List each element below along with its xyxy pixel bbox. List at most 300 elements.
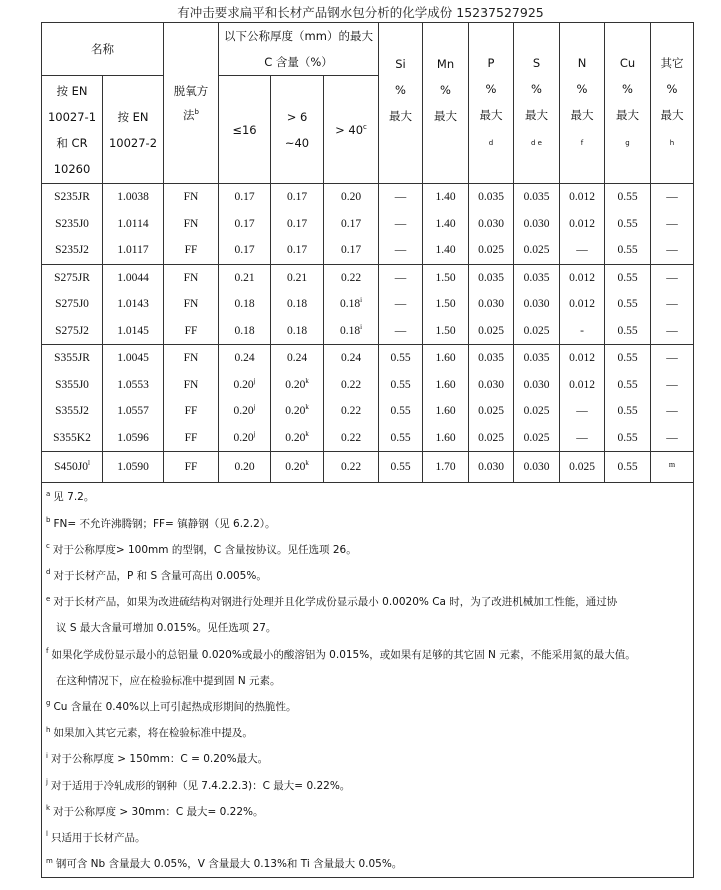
cell-value: 1.50 — [435, 324, 456, 337]
cell-si — [379, 318, 423, 345]
cell-value: — — [666, 405, 678, 417]
cell-s — [514, 452, 560, 483]
header-c-6-40-line1: > 6 — [286, 109, 308, 124]
header-cu-max: 最大 — [616, 108, 639, 122]
header-p-note: d — [488, 139, 494, 147]
cell-cu — [605, 211, 651, 238]
cell-c-gt40 — [324, 291, 379, 318]
cell-deoxidation — [164, 184, 219, 211]
cell-value: FF — [184, 324, 198, 337]
cell-value: 0.20 — [285, 378, 306, 391]
cell-value: 0.20 — [233, 378, 254, 391]
cell-value: — — [394, 324, 407, 337]
cell-deoxidation — [164, 425, 219, 452]
cell-footnote-marker: i — [360, 296, 363, 305]
header-carbon-line2: C 含量（%） — [264, 55, 333, 69]
cell-c-gt40 — [324, 372, 379, 399]
cell-s — [514, 264, 560, 291]
cell-value: 0.17 — [234, 217, 255, 230]
cell-n — [560, 184, 605, 211]
cell-p — [469, 264, 514, 291]
header-other-note: h — [669, 139, 675, 147]
cell-c-6-40 — [271, 318, 324, 345]
footnote-line — [46, 642, 693, 668]
header-n-max: 最大 — [570, 108, 594, 122]
cell-value: S450J0 — [54, 460, 88, 473]
header-cu-unit: % — [622, 82, 633, 96]
footnote-text: 对于公称厚度 > 150mm：C = 0.20%最大。 — [50, 753, 269, 766]
cell-value: 0.17 — [286, 217, 308, 230]
cell-mn — [423, 237, 469, 264]
cell-value: 1.40 — [435, 191, 456, 203]
cell-value: 0.18 — [286, 324, 308, 337]
cell-value: 0.55 — [617, 352, 638, 364]
footnote-mark: i — [46, 751, 48, 760]
cell-deoxidation — [164, 452, 219, 483]
cell-cu — [605, 372, 651, 399]
footnote-line — [46, 694, 693, 720]
footnote-text: FN= 不允许沸腾钢；FF= 镇静钢（见 6.2.2）。 — [53, 517, 276, 530]
cell-other — [651, 211, 694, 238]
cell-deoxidation — [164, 211, 219, 238]
footnote-mark: l — [46, 830, 48, 839]
cell-value: 1.0045 — [117, 352, 149, 364]
header-en1-line3: 和 CR — [56, 135, 88, 150]
cell-cu — [605, 318, 651, 345]
cell-other — [651, 372, 694, 399]
cell-c-6-40 — [271, 211, 324, 238]
header-c-6-40-line2: ~40 — [284, 135, 310, 150]
footnote-text: 在这种情况下，应在检验标准中提到固 N 元素。 — [56, 674, 281, 687]
cell-c-le16 — [219, 237, 271, 264]
cell-footnote-marker: j — [253, 429, 256, 438]
footnote-text: 如果化学成份显示最小的总铝量 0.020%或最小的酸溶铝为 0.015%，或如果有足够的其它固 N 元素，不能采用氮的最大值。 — [51, 648, 636, 661]
table-row — [42, 452, 694, 483]
header-n-symbol: N — [577, 56, 587, 70]
cell-value: 0.012 — [569, 352, 595, 364]
cell-si — [379, 264, 423, 291]
cell-value: 0.20 — [233, 405, 254, 417]
cell-grade-name-en10027-1 — [42, 345, 103, 372]
footnote-line — [46, 668, 693, 694]
cell-cu — [605, 264, 651, 291]
cell-value: 0.55 — [617, 431, 638, 444]
cell-mn — [423, 264, 469, 291]
header-p-unit: % — [485, 82, 497, 96]
cell-grade-number-en10027-2 — [103, 452, 164, 483]
cell-value: 0.18 — [286, 298, 308, 310]
header-c-gt40 — [324, 76, 379, 184]
footnote-line — [46, 720, 693, 746]
cell-value: 1.50 — [435, 298, 456, 310]
cell-value: S355JR — [54, 352, 90, 364]
header-s-max: 最大 — [525, 108, 548, 122]
footnote-line — [46, 511, 693, 537]
cell-value: 0.24 — [286, 352, 308, 364]
cell-value: 0.18 — [339, 298, 361, 310]
cell-mn — [423, 398, 469, 425]
cell-value: 0.22 — [340, 405, 362, 417]
cell-mn — [423, 318, 469, 345]
cell-value: — — [666, 271, 678, 284]
cell-p — [469, 452, 514, 483]
chemical-composition-table — [41, 22, 694, 878]
cell-other — [651, 184, 694, 211]
cell-value: 1.0143 — [117, 298, 149, 310]
footnote-text: 对于公称厚度 > 30mm：C 最大= 0.22%。 — [53, 805, 264, 818]
cell-value: 1.0117 — [117, 244, 149, 256]
header-deoxidation — [164, 23, 219, 184]
cell-footnote-marker: j — [253, 403, 256, 412]
cell-other — [651, 452, 694, 483]
footnote-mark: e — [46, 594, 51, 603]
cell-value: 0.55 — [390, 405, 411, 417]
cell-value: 0.55 — [617, 405, 638, 417]
cell-c-6-40 — [271, 345, 324, 372]
cell-c-6-40 — [271, 398, 324, 425]
cell-value: 1.40 — [435, 217, 456, 230]
cell-value: — — [666, 191, 678, 203]
cell-c-6-40 — [271, 184, 324, 211]
cell-n — [560, 291, 605, 318]
cell-value: 0.030 — [478, 378, 504, 391]
cell-value: 0.55 — [617, 460, 638, 473]
cell-grade-number-en10027-2 — [103, 345, 164, 372]
cell-other — [651, 291, 694, 318]
table-row — [42, 372, 694, 399]
cell-value: 0.18 — [234, 324, 255, 337]
header-carbon-group — [219, 23, 379, 76]
cell-value: 0.012 — [569, 191, 595, 203]
header-n-unit: % — [576, 82, 588, 96]
cell-s — [514, 291, 560, 318]
cell-value: m — [668, 460, 676, 469]
cell-deoxidation — [164, 318, 219, 345]
cell-value: — — [576, 244, 588, 256]
footnote-text: 对于公称厚度> 100mm 的型钢，C 含量按协议。见任选项 26。 — [52, 543, 357, 556]
cell-si — [379, 398, 423, 425]
header-p — [469, 23, 514, 184]
cell-p — [469, 184, 514, 211]
cell-value: 0.55 — [617, 271, 638, 284]
header-en1-line2: 10027-1 — [47, 109, 97, 124]
header-deox-line2: 法 — [183, 108, 195, 122]
cell-cu — [605, 345, 651, 372]
header-deox-sup: b — [194, 108, 199, 117]
cell-value: FN — [183, 298, 199, 310]
cell-c-gt40 — [324, 452, 379, 483]
cell-value: 0.22 — [340, 271, 362, 284]
cell-c-6-40 — [271, 291, 324, 318]
cell-other — [651, 345, 694, 372]
cell-s — [514, 318, 560, 345]
header-en1-line1: 按 EN — [56, 83, 88, 98]
table-row — [42, 398, 694, 425]
cell-value: 1.60 — [435, 405, 456, 417]
cell-value: 0.17 — [234, 244, 255, 256]
header-mn — [423, 23, 469, 184]
cell-c-6-40 — [271, 237, 324, 264]
cell-p — [469, 211, 514, 238]
footnotes-row — [42, 483, 694, 878]
cell-footnote-marker: i — [360, 322, 363, 331]
cell-value: FF — [184, 244, 198, 256]
header-deox-line1: 脱氧方 — [173, 84, 209, 98]
cell-grade-name-en10027-1 — [42, 425, 103, 452]
header-s-unit: % — [531, 82, 542, 96]
cell-c-le16 — [219, 318, 271, 345]
header-p-symbol: P — [487, 56, 495, 70]
cell-value: 0.55 — [617, 298, 638, 310]
cell-p — [469, 345, 514, 372]
cell-s — [514, 184, 560, 211]
header-en10027-2 — [103, 76, 164, 184]
cell-s — [514, 372, 560, 399]
cell-value: S235J0 — [55, 217, 89, 230]
cell-value: 1.0044 — [117, 271, 149, 284]
cell-grade-number-en10027-2 — [103, 211, 164, 238]
cell-c-le16 — [219, 398, 271, 425]
cell-n — [560, 318, 605, 345]
cell-deoxidation — [164, 237, 219, 264]
cell-c-le16 — [219, 184, 271, 211]
header-si-symbol: Si — [395, 57, 406, 71]
footnote-text: 对于长材产品，P 和 S 含量可高出 0.005%。 — [53, 569, 267, 582]
footnote-line — [46, 799, 693, 825]
header-n — [560, 23, 605, 184]
cell-value: 0.17 — [340, 244, 362, 256]
cell-value: — — [394, 271, 407, 284]
cell-s — [514, 425, 560, 452]
cell-cu — [605, 452, 651, 483]
cell-n — [560, 398, 605, 425]
cell-value: 1.60 — [435, 352, 456, 364]
footnote-mark: m — [46, 856, 53, 865]
cell-n — [560, 345, 605, 372]
header-p-max: 最大 — [479, 108, 503, 122]
header-mn-symbol: Mn — [436, 57, 455, 71]
cell-value: 1.0590 — [117, 460, 149, 473]
cell-deoxidation — [164, 264, 219, 291]
header-c-gt40-label: > 40 — [335, 122, 364, 137]
header-c-6-40 — [271, 76, 324, 184]
cell-value: S275J0 — [55, 298, 89, 310]
cell-value: 0.55 — [390, 460, 411, 473]
footnote-mark: j — [46, 778, 48, 787]
cell-c-gt40 — [324, 345, 379, 372]
page-title: 有冲击要求扁平和长材产品钢水包分析的化学成份 15237527925 — [177, 5, 544, 20]
cell-s — [514, 398, 560, 425]
cell-c-le16 — [219, 264, 271, 291]
footnote-line — [46, 746, 693, 772]
cell-value: 0.22 — [340, 431, 362, 444]
header-other — [651, 23, 694, 184]
cell-mn — [423, 345, 469, 372]
cell-value: 0.035 — [523, 271, 550, 284]
cell-value: 0.18 — [339, 324, 361, 337]
footnote-line — [46, 851, 693, 877]
cell-n — [560, 372, 605, 399]
cell-grade-name-en10027-1 — [42, 398, 103, 425]
header-en10027-1 — [42, 76, 103, 184]
cell-s — [514, 211, 560, 238]
cell-n — [560, 211, 605, 238]
cell-p — [469, 372, 514, 399]
cell-value: 0.012 — [569, 217, 595, 230]
header-n-note: f — [580, 139, 584, 147]
cell-value: 0.030 — [523, 217, 550, 230]
cell-cu — [605, 425, 651, 452]
cell-value: 0.20 — [340, 191, 362, 203]
header-name: 名称 — [42, 23, 164, 76]
cell-si — [379, 237, 423, 264]
footnote-text: 对于长材产品，如果为改进硫结构对钢进行处理并且化学成份显示最小 0.0020% Ca 时，为了改进机械加工性能，通过协 — [53, 596, 618, 609]
cell-cu — [605, 237, 651, 264]
cell-value: 1.60 — [435, 378, 456, 391]
cell-value: 0.025 — [523, 244, 550, 256]
cell-n — [560, 237, 605, 264]
cell-value: 0.17 — [234, 191, 255, 203]
cell-c-le16 — [219, 291, 271, 318]
header-cu — [605, 23, 651, 184]
cell-footnote-marker: k — [305, 376, 309, 385]
header-en2-line2: 10027-2 — [108, 135, 158, 150]
cell-c-gt40 — [324, 237, 379, 264]
cell-value: — — [666, 378, 678, 391]
cell-c-le16 — [219, 345, 271, 372]
cell-value: S355J2 — [55, 405, 89, 417]
cell-n — [560, 452, 605, 483]
cell-value: 0.24 — [234, 352, 255, 364]
cell-value: 0.030 — [523, 298, 550, 310]
cell-value: S275J2 — [55, 324, 89, 337]
cell-grade-name-en10027-1 — [42, 291, 103, 318]
header-s — [514, 23, 560, 184]
footnote-mark: k — [46, 804, 51, 813]
cell-cu — [605, 291, 651, 318]
cell-grade-name-en10027-1 — [42, 184, 103, 211]
cell-value: 0.18 — [234, 298, 255, 310]
footnote-text: 只适用于长材产品。 — [50, 831, 146, 844]
cell-value: FN — [183, 191, 199, 203]
cell-value: 0.012 — [569, 298, 595, 310]
cell-value: S235JR — [54, 191, 90, 203]
cell-value: 0.030 — [523, 460, 550, 473]
cell-footnote-marker: l — [87, 459, 90, 468]
footnote-text: Cu 含量在 0.40%以上可引起热成形期间的热脆性。 — [53, 700, 297, 713]
cell-value: 0.025 — [478, 405, 504, 417]
table-row — [42, 264, 694, 291]
footnote-mark: h — [46, 725, 51, 734]
cell-c-le16 — [219, 211, 271, 238]
cell-si — [379, 452, 423, 483]
cell-value: 1.40 — [435, 244, 456, 256]
cell-si — [379, 345, 423, 372]
header-si-unit: % — [395, 83, 406, 97]
cell-value: 0.030 — [523, 378, 550, 391]
cell-c-gt40 — [324, 398, 379, 425]
cell-grade-name-en10027-1 — [42, 211, 103, 238]
cell-value: 0.035 — [523, 352, 550, 364]
header-s-note: d e — [531, 139, 542, 147]
cell-value: 0.55 — [390, 431, 411, 444]
cell-value: 0.21 — [286, 271, 308, 284]
cell-value: 0.025 — [569, 460, 595, 473]
table-row — [42, 425, 694, 452]
cell-c-gt40 — [324, 264, 379, 291]
table-row — [42, 237, 694, 264]
cell-n — [560, 425, 605, 452]
footnotes-cell — [42, 483, 694, 878]
header-en2-line1: 按 EN — [117, 109, 149, 124]
cell-value: 1.0114 — [117, 217, 149, 230]
cell-grade-number-en10027-2 — [103, 398, 164, 425]
table-row — [42, 211, 694, 238]
cell-grade-number-en10027-2 — [103, 372, 164, 399]
cell-value: 1.0553 — [117, 378, 149, 391]
footnote-line — [46, 589, 693, 615]
header-other-max: 最大 — [660, 108, 684, 122]
cell-value: FF — [184, 431, 198, 444]
cell-value: 0.55 — [617, 217, 638, 230]
footnote-line — [46, 773, 693, 799]
cell-si — [379, 211, 423, 238]
cell-value: FN — [183, 352, 199, 364]
cell-mn — [423, 425, 469, 452]
cell-p — [469, 237, 514, 264]
cell-value: 0.20 — [234, 460, 255, 473]
header-other-label: 其它 — [660, 56, 684, 70]
footnote-text: 对于适用于冷轧成形的钢种（见 7.4.2.2.3)：C 最大= 0.22%。 — [50, 779, 351, 792]
header-mn-max: 最大 — [434, 109, 457, 123]
cell-value: 0.035 — [478, 271, 504, 284]
cell-value: 0.025 — [478, 324, 504, 337]
cell-footnote-marker: k — [305, 403, 309, 412]
header-si-max: 最大 — [389, 109, 412, 123]
cell-deoxidation — [164, 372, 219, 399]
footnote-text: 见 7.2。 — [53, 491, 95, 504]
cell-s — [514, 237, 560, 264]
cell-c-gt40 — [324, 318, 379, 345]
cell-value: 0.21 — [234, 271, 255, 284]
header-s-symbol: S — [532, 56, 541, 70]
cell-si — [379, 425, 423, 452]
cell-value: 1.70 — [435, 460, 456, 473]
cell-cu — [605, 184, 651, 211]
cell-value: — — [666, 324, 678, 337]
cell-value: 0.035 — [478, 352, 504, 364]
cell-si — [379, 291, 423, 318]
header-en1-line4: 10260 — [53, 161, 91, 176]
cell-value: 0.20 — [285, 431, 306, 444]
cell-mn — [423, 211, 469, 238]
footnote-text: 钢可含 Nb 含量最大 0.05%，V 含量最大 0.13%和 Ti 含量最大 0.05%。 — [55, 858, 403, 871]
cell-value: 1.0596 — [117, 431, 149, 444]
cell-value: FN — [183, 378, 199, 391]
cell-c-le16 — [219, 372, 271, 399]
cell-value: — — [576, 405, 588, 417]
cell-value: 0.17 — [340, 217, 362, 230]
cell-grade-number-en10027-2 — [103, 425, 164, 452]
cell-value: 0.012 — [569, 271, 595, 284]
cell-value: 0.20 — [285, 460, 306, 473]
cell-value: — — [394, 217, 407, 230]
cell-grade-name-en10027-1 — [42, 237, 103, 264]
cell-value: 0.17 — [286, 191, 308, 203]
cell-value: 0.24 — [340, 352, 362, 364]
header-mn-unit: % — [440, 83, 451, 97]
cell-grade-name-en10027-1 — [42, 372, 103, 399]
